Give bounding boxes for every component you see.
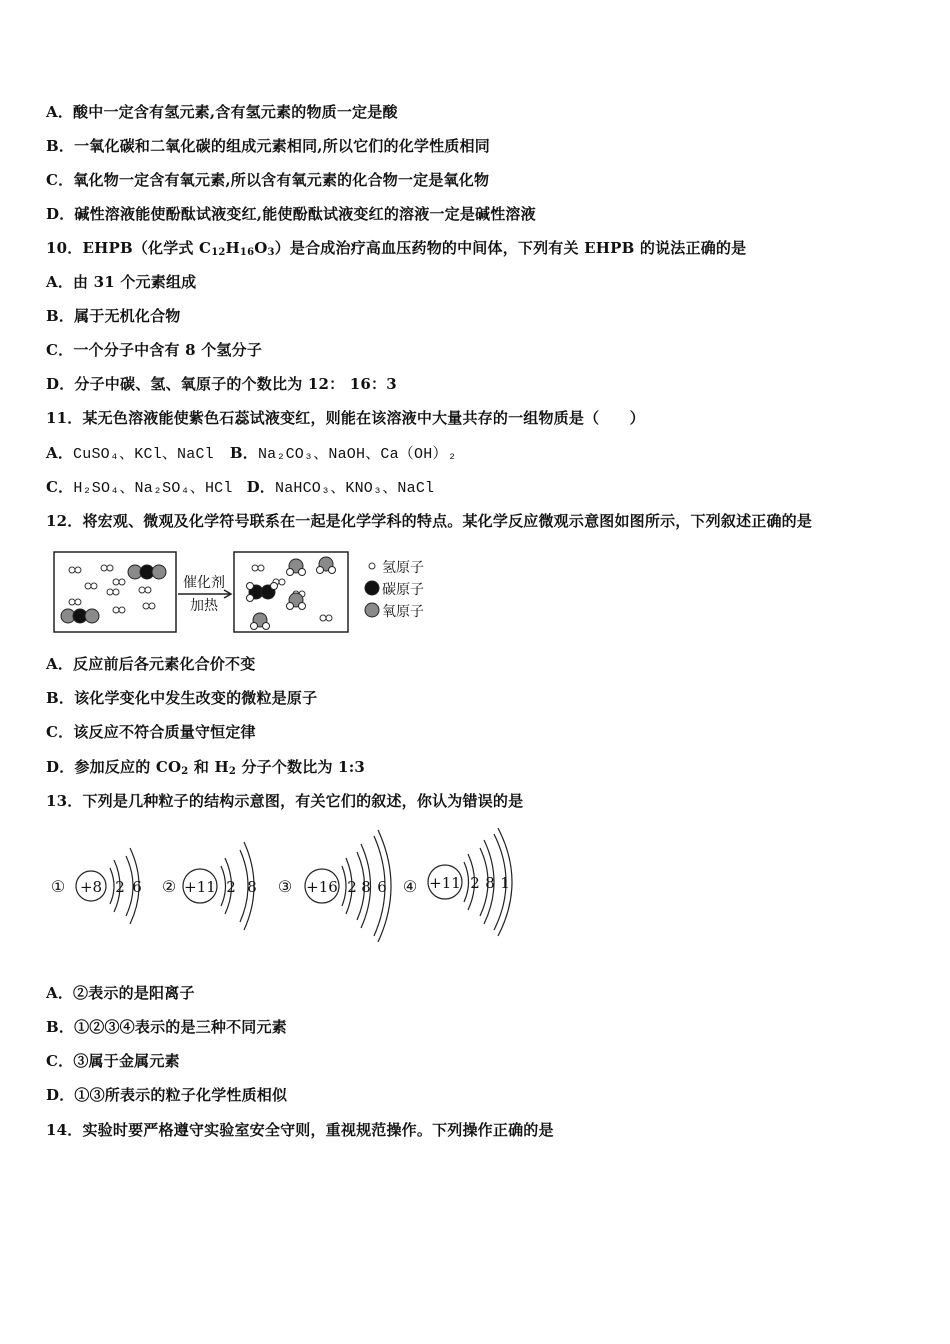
particle-4: [403, 828, 512, 936]
svg-text:碳原子: 碳原子: [382, 582, 424, 598]
svg-text:1: 1: [500, 874, 510, 892]
q13-option-c: C．③属于金属元素: [46, 1052, 180, 1070]
svg-text:2: 2: [226, 878, 236, 896]
q10-option-b: B．属于无机化合物: [46, 307, 181, 325]
svg-text:+11: +11: [184, 878, 216, 896]
q10-option-a: A．由 31 个元素组成: [46, 273, 197, 291]
q13-option-d: D．①③所表示的粒子化学性质相似: [46, 1086, 288, 1104]
svg-text:+11: +11: [429, 874, 461, 892]
q13-stem: 13．下列是几种粒子的结构示意图，有关它们的叙述，你认为错误的是: [46, 792, 524, 810]
q11-option-a: CuSO₄、KCl、NaCl: [73, 446, 214, 463]
q9-option-d: D．碱性溶液能使酚酞试液变红,能使酚酞试液变红的溶液一定是碱性溶液: [46, 205, 536, 223]
q11-option-d: NaHCO₃、KNO₃、NaCl: [275, 480, 435, 497]
svg-text:①: ①: [50, 877, 66, 896]
svg-text:氧原子: 氧原子: [382, 604, 424, 620]
particle-3: [278, 830, 391, 942]
svg-text:2: 2: [470, 874, 480, 892]
q9-option-a: A．酸中一定含有氢元素,含有氢元素的物质一定是酸: [46, 103, 398, 121]
arrow-top-label: 催化剂: [183, 575, 225, 591]
q9-option-b: B．一氧化碳和二氧化碳的组成元素相同,所以它们的化学性质相同: [46, 137, 490, 155]
svg-text:8: 8: [247, 878, 257, 896]
q14-stem: 14．实验时要严格遵守实验室安全守则，重视规范操作。下列操作正确的是: [46, 1121, 554, 1139]
svg-text:2: 2: [347, 878, 357, 896]
svg-text:2: 2: [115, 878, 125, 896]
q12-option-b: B．该化学变化中发生改变的微粒是原子: [46, 689, 318, 707]
svg-text:8: 8: [485, 874, 495, 892]
q11-options-ab: A．CuSO₄、KCl、NaCl B．Na₂CO₃、NaOH、Ca（OH）₂: [46, 444, 457, 463]
svg-text:④: ④: [402, 877, 418, 896]
q11-stem: 11．某无色溶液能使紫色石蕊试液变红，则能在该溶液中大量共存的一组物质是（ ）: [46, 409, 645, 427]
arrow-bottom-label: 加热: [190, 598, 218, 614]
q9-option-c: C．氧化物一定含有氧元素,所以含有氧元素的化合物一定是氧化物: [46, 171, 490, 189]
q12-option-a: A．反应前后各元素化合价不变: [46, 655, 256, 673]
svg-text:6: 6: [132, 878, 142, 896]
carbon-atom-icon: [365, 581, 379, 595]
svg-text:氢原子: 氢原子: [382, 560, 424, 576]
q11-option-b: Na₂CO₃、NaOH、Ca（OH）₂: [257, 446, 457, 463]
q11-options-cd: C．H₂SO₄、Na₂SO₄、HCl D．NaHCO₃、KNO₃、NaCl: [46, 478, 435, 497]
oxygen-atom-icon: [365, 603, 379, 617]
q13-option-b: B．①②③④表示的是三种不同元素: [46, 1018, 287, 1036]
q12-option-d: D．参加反应的 $CO_2$ 和 $H_2$ 分子个数比为 1:3: [46, 758, 366, 777]
reaction-diagram: [50, 548, 440, 638]
hydrogen-atom-icon: [369, 563, 375, 569]
q10-option-d: D．分子中碳、氢、氧原子的个数比为 12： 16：3: [46, 375, 397, 393]
svg-text:+16: +16: [306, 878, 338, 896]
svg-text:6: 6: [377, 878, 387, 896]
q13-option-a: A．②表示的是阳离子: [46, 984, 195, 1002]
svg-text:8: 8: [361, 878, 371, 896]
svg-text:②: ②: [161, 877, 177, 896]
q11-option-c: H₂SO₄、Na₂SO₄、HCl: [73, 480, 233, 497]
particle-1: [51, 848, 142, 924]
q10-option-c: C．一个分子中含有 8 个氢分子: [46, 341, 263, 359]
particle-2: [162, 842, 257, 930]
particle-structure-diagram: [44, 822, 524, 942]
svg-text:+8: +8: [79, 878, 103, 896]
atom-legend: [365, 560, 424, 620]
svg-text:③: ③: [277, 877, 293, 896]
q12-option-c: C．该反应不符合质量守恒定律: [46, 723, 256, 741]
methanol-molecule-right: [247, 583, 278, 602]
q12-stem: 12．将宏观、微观及化学符号联系在一起是化学学科的特点。某化学反应微观示意图如图所示，下列叙述正确的是: [46, 512, 813, 530]
q10-stem: 10．EHPB（化学式 $C_{12}H_{16}O_3$）是合成治疗高血压药物的中间体，下列有关 EHPB 的说法正确的是: [46, 239, 747, 258]
